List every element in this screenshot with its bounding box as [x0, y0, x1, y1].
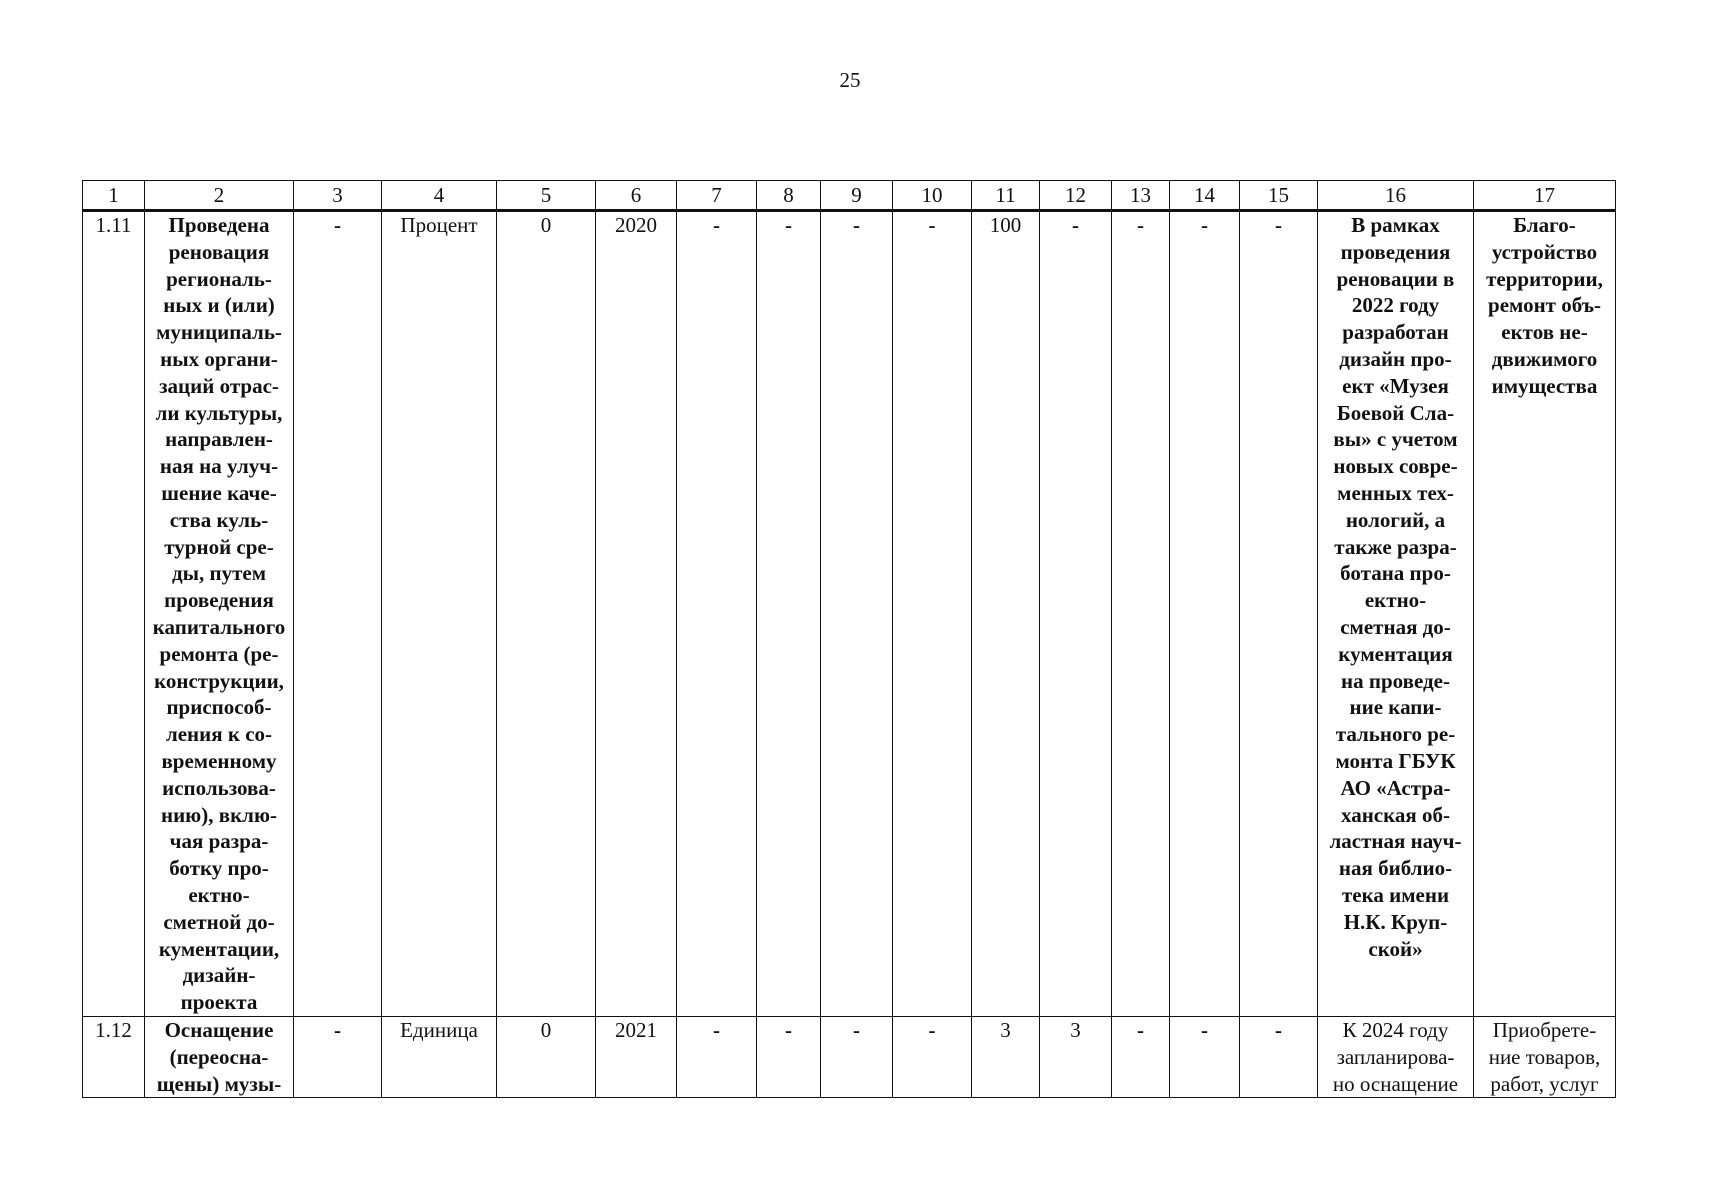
column-header: 8	[757, 181, 821, 211]
table-cell: -	[893, 1016, 972, 1097]
table-row	[83, 211, 1616, 1017]
table-cell: -	[294, 211, 382, 1017]
indicator-name: Оснащение (переосна- щены) музы-	[145, 1016, 294, 1097]
table-cell: -	[1240, 211, 1318, 1017]
table-cell: -	[677, 1016, 757, 1097]
table-cell: 2021	[596, 1016, 677, 1097]
comment-cell: В рамках проведения реновации в 2022 году разработан дизайн про- ект «Музея Боевой Сла- вы» с учетом новых совре- менных тех- нологий, а также разра- ботана про- ектно- сметная до- кументация на проведе- ние капи- тального ре- монта ГБУК АО «Астра- ханская об- ластная науч- ная библио- тека имени Н.К. Круп- ской»	[1318, 211, 1474, 1017]
page-number: 25	[839, 68, 861, 92]
column-header: 7	[677, 181, 757, 211]
table-cell: 2020	[596, 211, 677, 1017]
table-cell: -	[677, 211, 757, 1017]
table-cell: -	[1170, 1016, 1240, 1097]
table-cell: -	[1240, 1016, 1318, 1097]
table-cell: 0	[497, 211, 596, 1017]
column-header: 10	[893, 181, 972, 211]
column-header: 3	[294, 181, 382, 211]
table-cell: -	[821, 211, 893, 1017]
table-cell: -	[821, 1016, 893, 1097]
table-cell: -	[757, 1016, 821, 1097]
table-cell: -	[893, 211, 972, 1017]
indicators-table	[82, 180, 1616, 1098]
column-header: 5	[497, 181, 596, 211]
table-cell: 100	[972, 211, 1040, 1017]
activity-cell: Благо- устройство территории, ремонт объ- ектов не- движимого имущества	[1474, 211, 1616, 1017]
activity-cell: Приобрете- ние товаров, работ, услуг	[1474, 1016, 1616, 1097]
column-header: 13	[1112, 181, 1170, 211]
column-header: 11	[972, 181, 1040, 211]
comment-cell: К 2024 году запланирова- но оснащение	[1318, 1016, 1474, 1097]
table-cell: -	[1040, 211, 1112, 1017]
column-header: 14	[1170, 181, 1240, 211]
table-cell: -	[1112, 211, 1170, 1017]
header-row	[83, 181, 1616, 211]
table-cell: -	[757, 211, 821, 1017]
table-cell: 0	[497, 1016, 596, 1097]
table-cell: -	[1170, 211, 1240, 1017]
column-header: 1	[83, 181, 145, 211]
column-header: 4	[382, 181, 497, 211]
column-header: 15	[1240, 181, 1318, 211]
column-header: 17	[1474, 181, 1616, 211]
indicator-name: Проведена реновация региональ- ных и (или) муниципаль- ных органи- заций отрас- ли культуры, направлен- ная на улуч- шение каче- ства куль- турной сре- ды, путем проведения капитального ремонта (ре- конструкции, приспособ- ления к со- временному использова- нию), вклю- чая разра- ботку про- ектно- сметной до- кументации, дизайн- проекта	[145, 211, 294, 1017]
unit-cell: Единица	[382, 1016, 497, 1097]
table-cell: 3	[972, 1016, 1040, 1097]
table-cell: -	[1112, 1016, 1170, 1097]
column-header: 12	[1040, 181, 1112, 211]
table-row	[83, 1016, 1616, 1097]
column-header: 2	[145, 181, 294, 211]
unit-cell: Процент	[382, 211, 497, 1017]
table-cell: 3	[1040, 1016, 1112, 1097]
column-header: 9	[821, 181, 893, 211]
table-cell: -	[294, 1016, 382, 1097]
row-number: 1.12	[83, 1016, 145, 1097]
row-number: 1.11	[83, 211, 145, 1017]
column-header: 16	[1318, 181, 1474, 211]
column-header: 6	[596, 181, 677, 211]
